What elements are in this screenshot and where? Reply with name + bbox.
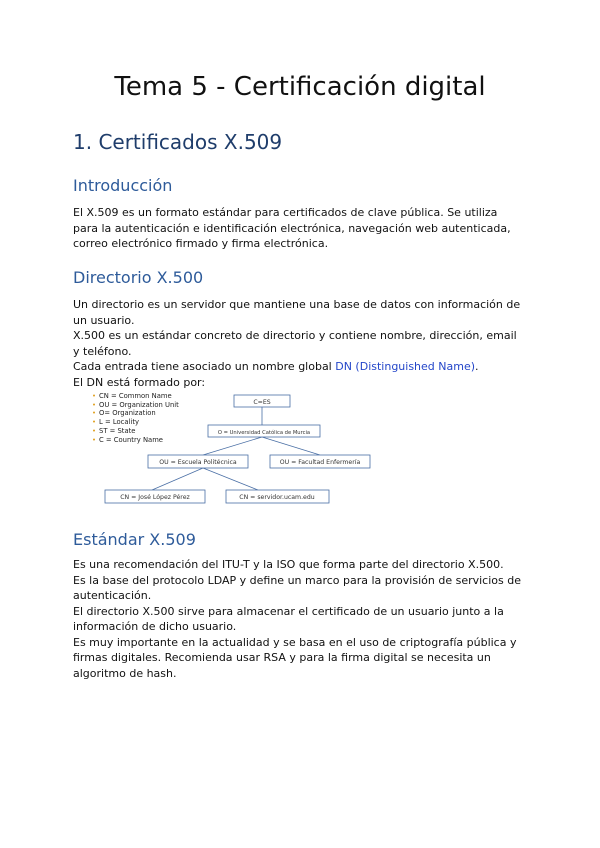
standard-paragraph (73, 557, 543, 681)
text-line: información de dicho usuario. (73, 620, 237, 633)
bullet-icon: • (92, 400, 97, 409)
text-line: un usuario. (73, 313, 135, 327)
section-heading-certificados: 1. Certificados X.509 (73, 130, 283, 154)
heading-estandar: Estándar X.509 (73, 530, 196, 549)
list-item: • OU = Organization Unit (92, 400, 179, 409)
text-line: El X.509 es un formato estándar para certificados de clave pública. Se utiliza (73, 206, 498, 219)
text-line: para la autenticación e identificación electrónica, navegación web autenticada, (73, 221, 511, 235)
list-item: • ST = State (92, 426, 136, 435)
dn-link[interactable]: DN (Distinguished Name) (335, 360, 476, 373)
bullet-icon: • (92, 426, 97, 435)
text-line: autenticación. (73, 589, 152, 602)
tree-label-cn-left: CN = José López Pérez (120, 494, 190, 501)
text-line: Es muy importante en la actualidad y se basa en el uso de criptografía pública y (73, 635, 517, 649)
list-item: • C = Country Name (92, 435, 163, 444)
tree-label-ou-right: OU = Facultad Enfermería (279, 459, 361, 466)
list-item: • L = Locality (92, 418, 140, 427)
list-item: • CN = Common Name (92, 392, 172, 400)
text-line: El directorio X.500 sirve para almacenar el certificado de un usuario junto a la (73, 604, 504, 618)
text-line: X.500 es un estándar concreto de directorio y contiene nombre, dirección, email (73, 329, 517, 342)
heading-directorio: Directorio X.500 (73, 268, 204, 287)
bullet-icon: • (92, 435, 97, 444)
text-line (73, 359, 543, 375)
text-line: Un directorio es un servidor que mantiene una base de datos con información de (73, 298, 521, 311)
text-line: y teléfono. (73, 344, 132, 358)
text-line: Es una recomendación del ITU-T y la ISO que forma parte del directorio X.500. (73, 558, 504, 571)
dn-suffix: . (475, 360, 479, 373)
text-line: Es la base del protocolo LDAP y define un marco para la provisión de servicios de (73, 573, 521, 587)
text-line: El DN está formado por: (73, 375, 206, 389)
intro-paragraph (73, 205, 543, 252)
tree-label-cn-right: CN = servidor.ucam.edu (239, 494, 315, 501)
heading-introduccion: Introducción (73, 176, 173, 195)
bullet-icon: • (92, 418, 97, 427)
tree-label-org: O = Universidad Católica de Murcia (217, 430, 311, 436)
dn-tree-diagram (88, 390, 408, 515)
page-title: Tema 5 - Certificación digital (114, 72, 486, 102)
list-item: • O= Organization (92, 409, 156, 418)
directory-paragraph (73, 297, 543, 390)
text-line: firmas digitales. Recomienda usar RSA y para la firma digital se necesita un (73, 651, 491, 664)
bullet-icon: • (92, 392, 97, 400)
tree-label-ou-left: OU = Escuela Politécnica (159, 459, 237, 466)
tree-label-root: C=ES (253, 399, 271, 406)
text-line: algoritmo de hash. (73, 666, 177, 680)
text-line: correo electrónico firmado y firma electrónica. (73, 237, 329, 250)
dn-prefix: Cada entrada tiene asociado un nombre global (73, 360, 336, 373)
bullet-icon: • (92, 409, 97, 418)
